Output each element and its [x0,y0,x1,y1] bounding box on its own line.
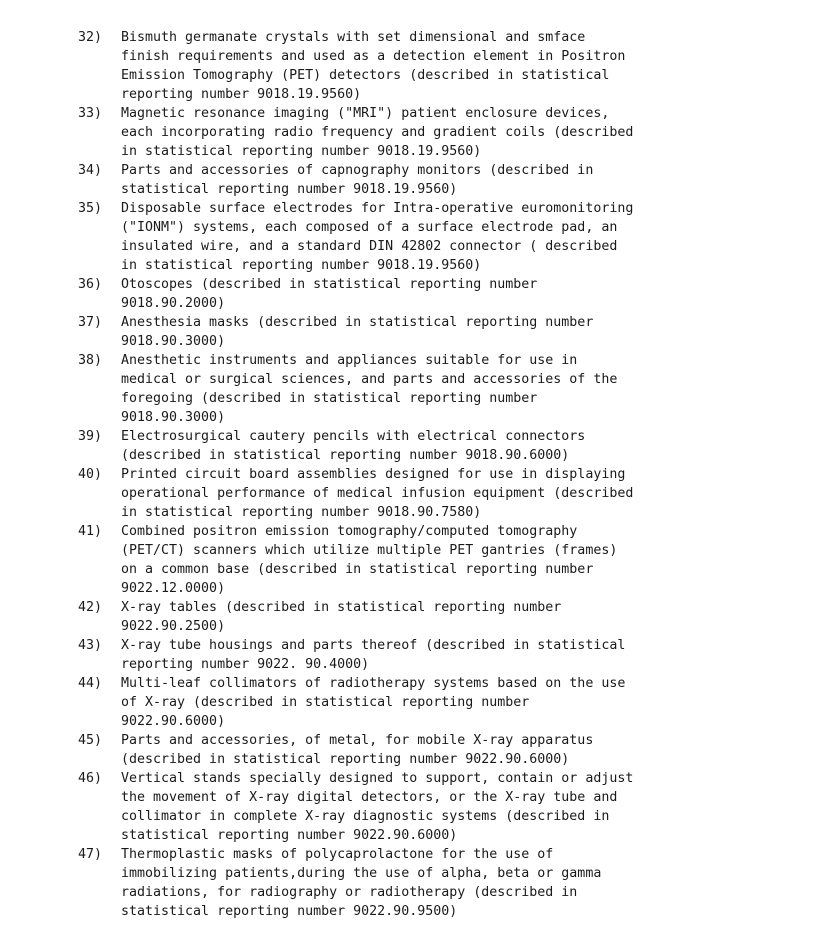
item-text [121,731,631,769]
list-item [78,598,638,636]
list-item [78,731,638,769]
item-text-line: each incorporating radio frequency and gradient coils (described [121,125,634,140]
item-text-line: X-ray tube housings and parts thereof (described in statistical [121,638,626,653]
list-item [78,465,638,522]
item-text [121,313,631,351]
list-item [78,104,638,161]
item-number: 42) [78,600,103,615]
item-text-line: in statistical reporting number 9018.90.7580) [121,505,482,520]
item-text-line: Electrosurgical cautery pencils with electrical connectors [121,429,586,444]
item-text [121,845,631,921]
list-item [78,161,638,199]
item-text [121,161,631,199]
item-text-line: of X-ray (described in statistical reporting number [121,695,530,710]
item-text-line: Bismuth germanate crystals with set dimensional and smface [121,30,586,45]
item-text-line: Thermoplastic masks of polycaprolactone for the use of [121,847,554,862]
item-text-line: (described in statistical reporting number 9022.90.6000) [121,752,570,767]
list-item [78,427,638,465]
item-text-line: the movement of X-ray digital detectors, or the X-ray tube and [121,790,618,805]
item-number: 37) [78,315,103,330]
list-item [78,199,638,275]
item-text-line: Anesthesia masks (described in statistical reporting number [121,315,594,330]
item-text-line: Disposable surface electrodes for Intra-operative euromonitoring [121,201,634,216]
list-item [78,845,638,921]
item-number: 41) [78,524,103,539]
item-text-line: in statistical reporting number 9018.19.9560) [121,258,482,273]
item-text [121,275,631,313]
item-text [121,636,631,674]
item-number: 38) [78,353,103,368]
item-text [121,522,631,598]
item-text [121,598,631,636]
item-text-line: foregoing (described in statistical reporting number [121,391,538,406]
list-item [78,275,638,313]
item-text-line: radiations, for radiography or radiotherapy (described in [121,885,578,900]
item-text-line: reporting number 9018.19.9560) [121,87,362,102]
item-text-line: Multi-leaf collimators of radiotherapy systems based on the use [121,676,626,691]
item-text-line: 9022.12.0000) [121,581,226,596]
item-text-line: Magnetic resonance imaging ("MRI") patient enclosure devices, [121,106,610,121]
item-text-line: Parts and accessories, of metal, for mobile X-ray apparatus [121,733,594,748]
item-text-line: Parts and accessories of capnography monitors (described in [121,163,594,178]
item-text [121,28,631,104]
item-text-line: Combined positron emission tomography/computed tomography [121,524,578,539]
item-text-line: Printed circuit board assemblies designed for use in displaying [121,467,626,482]
list-item [78,313,638,351]
list-item [78,28,638,104]
item-text [121,427,631,465]
item-text-line: Otoscopes (described in statistical reporting number [121,277,538,292]
item-number: 36) [78,277,103,292]
item-text-line: 9018.90.3000) [121,334,226,349]
list-item [78,522,638,598]
item-text-line: Anesthetic instruments and appliances suitable for use in [121,353,578,368]
item-number: 40) [78,467,103,482]
item-text [121,769,634,845]
numbered-item-list [78,28,638,921]
item-number: 46) [78,771,103,786]
item-text-line: collimator in complete X-ray diagnostic systems (described in [121,809,610,824]
item-text-line: 9022.90.2500) [121,619,226,634]
item-number: 35) [78,201,103,216]
item-number: 45) [78,733,103,748]
item-text-line: insulated wire, and a standard DIN 42802 connector ( described [121,239,618,254]
item-text-line: Emission Tomography (PET) detectors (described in statistical [121,68,610,83]
item-text-line: Vertical stands specially designed to support, contain or adjust [121,771,634,786]
item-text-line: statistical reporting number 9018.19.9560) [121,182,458,197]
item-text-line: 9018.90.2000) [121,296,226,311]
item-number: 33) [78,106,103,121]
item-number: 39) [78,429,103,444]
list-item [78,769,638,845]
item-text-line: on a common base (described in statistical reporting number [121,562,594,577]
item-number: 47) [78,847,103,862]
item-text-line: statistical reporting number 9022.90.6000) [121,828,458,843]
item-text [121,465,634,522]
list-item [78,674,638,731]
item-text-line: reporting number 9022. 90.4000) [121,657,370,672]
item-text-line: 9018.90.3000) [121,410,226,425]
item-text-line: statistical reporting number 9022.90.9500) [121,904,458,919]
item-text-line: operational performance of medical infusion equipment (described [121,486,634,501]
item-text [121,199,634,275]
item-text-line: ("IONM") systems, each composed of a surface electrode pad, an [121,220,618,235]
item-text-line: immobilizing patients,during the use of alpha, beta or gamma [121,866,602,881]
item-text-line: (described in statistical reporting number 9018.90.6000) [121,448,570,463]
item-text-line: X-ray tables (described in statistical reporting number [121,600,562,615]
item-text [121,674,631,731]
item-text-line: in statistical reporting number 9018.19.9560) [121,144,482,159]
item-text [121,104,634,161]
item-text-line: medical or surgical sciences, and parts and accessories of the [121,372,618,387]
item-text-line: (PET/CT) scanners which utilize multiple PET gantries (frames) [121,543,618,558]
item-number: 32) [78,30,103,45]
list-item [78,636,638,674]
item-text-line: 9022.90.6000) [121,714,226,729]
item-text-line: finish requirements and used as a detection element in Positron [121,49,626,64]
list-item [78,351,638,427]
item-number: 34) [78,163,103,178]
item-number: 43) [78,638,103,653]
item-number: 44) [78,676,103,691]
item-text [121,351,631,427]
